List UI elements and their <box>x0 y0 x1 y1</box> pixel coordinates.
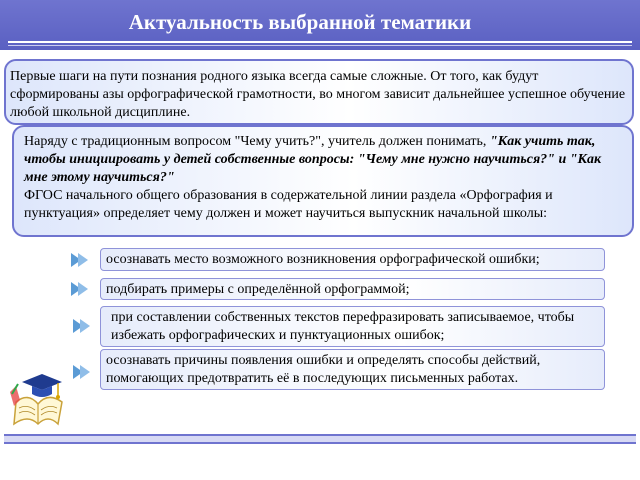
book-graduation-cap-icon <box>8 362 68 428</box>
chevron-right-icon <box>71 318 93 334</box>
question-lead: Наряду с традиционным вопросом "Чему учить?", учитель должен понимать, <box>24 134 490 149</box>
chevron-right-icon <box>69 252 91 268</box>
header-divider-thin <box>8 45 632 46</box>
footer-bar <box>4 434 636 444</box>
header-divider <box>8 41 632 43</box>
list-item-text: осознавать место возможного возникновения орфографической ошибки; <box>106 252 540 267</box>
list-item-text: подбирать примеры с определённой орфограммой; <box>106 282 410 297</box>
slide-title: Актуальность выбранной тематики <box>128 10 472 34</box>
question-box <box>12 125 634 237</box>
list-item <box>100 248 605 271</box>
question-quote: "Как учить так, чтобы инициировать у детей собственные вопросы: "Чему мне нужно научиться?" и "Как мне этому научиться?" <box>24 134 602 185</box>
list-item <box>100 278 605 300</box>
intro-text: Первые шаги на пути познания родного языка всегда самые сложные. От того, как будут сформированы азы орфографической грамотности, во многом зависит дальнейшее успешное обучение любой школьной дисциплине. <box>10 69 626 120</box>
list-item-text: при составлении собственных текстов перефразировать записываемое, чтобы избежать орфографических и пунктуационных ошибок; <box>111 310 575 343</box>
list-item <box>100 349 605 390</box>
slide-header <box>0 0 640 50</box>
list-item <box>100 306 605 347</box>
chevron-right-icon <box>71 364 93 380</box>
list-item-text: осознавать причины появления ошибки и определять способы действий, помогающих предотвратить её в последующих письменных работах. <box>106 353 541 386</box>
standard-text: ФГОС начального общего образования в содержательной линии раздела «Орфография и пунктуация» определяет чему должен и может научиться выпускник начальной школы: <box>24 188 553 221</box>
chevron-right-icon <box>69 281 91 297</box>
intro-box <box>4 59 634 125</box>
